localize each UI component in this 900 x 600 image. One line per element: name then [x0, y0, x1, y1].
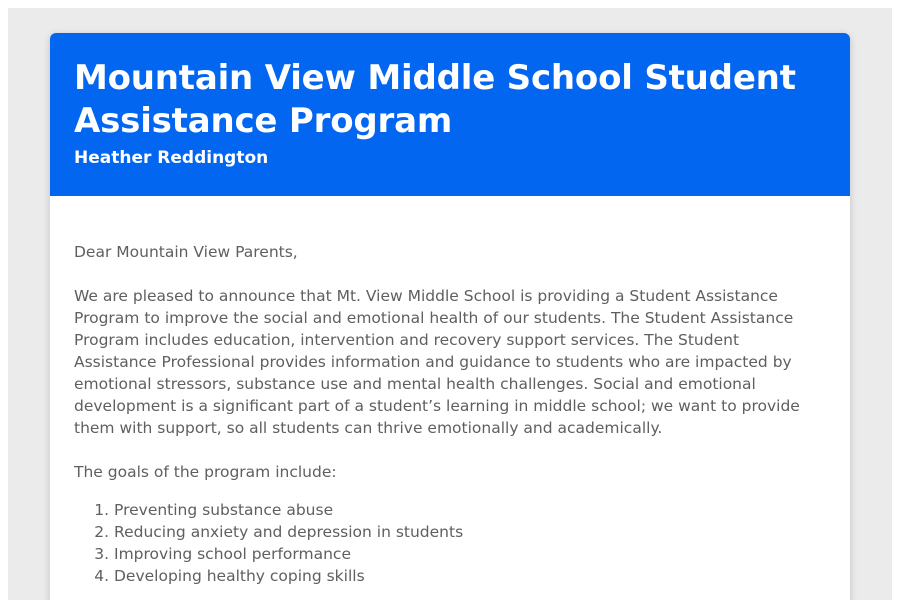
goals-list	[74, 499, 826, 587]
list-item: 4. Developing healthy coping skills	[114, 565, 826, 587]
page-background	[8, 8, 892, 600]
letter-greeting: Dear Mountain View Parents,	[74, 243, 298, 261]
letter-body	[50, 196, 850, 587]
letter-paragraph: We are pleased to announce that Mt. View Middle School is providing a Student Assistance Program to improve the social and emotional health of our students. The Student Assistance Program includes education, intervention and recovery support services. The Student Assistance Professional provides information and guidance to students who are impacted by emotional stressors, substance use and mental health challenges. Social and emotional development is a significant part of a student’s learning in middle school; we want to provide them with support, so all students can thrive emotionally and academically.	[74, 287, 800, 437]
goals-intro: The goals of the program include:	[74, 463, 337, 481]
letter-card	[50, 33, 850, 600]
page-title: Mountain View Middle School Student Assistance Program	[74, 58, 796, 141]
list-item: 3. Improving school performance	[114, 543, 826, 565]
list-item: 2. Reducing anxiety and depression in students	[114, 521, 826, 543]
card-header	[50, 33, 850, 196]
list-item: 1. Preventing substance abuse	[114, 499, 826, 521]
author-name: Heather Reddington	[74, 148, 269, 168]
